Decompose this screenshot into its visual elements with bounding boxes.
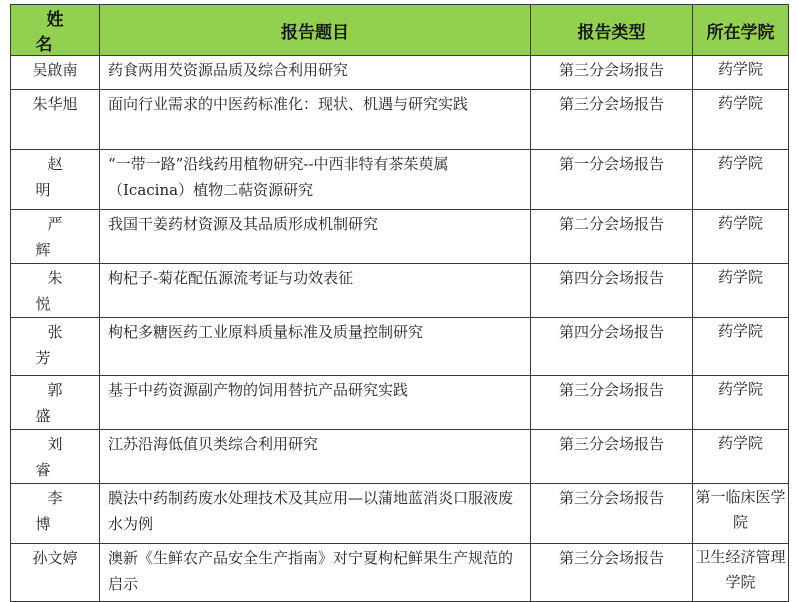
table-row	[11, 210, 789, 264]
cell-name: 刘睿	[11, 430, 100, 484]
table-row	[11, 56, 789, 90]
cell-title: 江苏沿海低值贝类综合利用研究	[100, 430, 531, 484]
cell-title: 面向行业需求的中医药标准化：现状、机遇与研究实践	[100, 90, 531, 150]
table-row	[11, 430, 789, 484]
cell-college: 药学院	[693, 264, 789, 318]
cell-college: 药学院	[693, 318, 789, 376]
table-row	[11, 150, 789, 210]
cell-title: 膜法中药制药废水处理技术及其应用—以蒲地蓝消炎口服液废水为例	[100, 484, 531, 544]
cell-type: 第二分会场报告	[531, 210, 693, 264]
cell-name: 张芳	[11, 318, 100, 376]
table-row	[11, 90, 789, 150]
cell-name: 朱悦	[11, 264, 100, 318]
table-row	[11, 264, 789, 318]
header-title: 报告题目	[100, 5, 531, 56]
cell-college: 药学院	[693, 56, 789, 90]
cell-name: 李博	[11, 484, 100, 544]
cell-type: 第三分会场报告	[531, 544, 693, 602]
header-row	[11, 5, 789, 56]
header-name: 姓名	[11, 5, 100, 56]
cell-type: 第三分会场报告	[531, 430, 693, 484]
cell-college: 药学院	[693, 430, 789, 484]
cell-name: 严辉	[11, 210, 100, 264]
cell-title: 药食两用芡资源品质及综合利用研究	[100, 56, 531, 90]
cell-college: 卫生经济管理学院	[693, 544, 789, 602]
cell-college: 药学院	[693, 210, 789, 264]
cell-college: 药学院	[693, 150, 789, 210]
table-row	[11, 318, 789, 376]
cell-name: 赵明	[11, 150, 100, 210]
cell-college: 第一临床医学院	[693, 484, 789, 544]
cell-college: 药学院	[693, 90, 789, 150]
cell-college: 药学院	[693, 376, 789, 430]
cell-type: 第四分会场报告	[531, 264, 693, 318]
cell-type: 第三分会场报告	[531, 56, 693, 90]
cell-title: 枸杞子-菊花配伍源流考证与功效表征	[100, 264, 531, 318]
cell-type: 第一分会场报告	[531, 150, 693, 210]
cell-title: 我国干姜药材资源及其品质形成机制研究	[100, 210, 531, 264]
cell-name: 吴啟南	[11, 56, 100, 90]
cell-title: 基于中药资源副产物的饲用替抗产品研究实践	[100, 376, 531, 430]
cell-name: 孙文婷	[11, 544, 100, 602]
cell-type: 第三分会场报告	[531, 90, 693, 150]
cell-title: 澳新《生鲜农产品安全生产指南》对宁夏枸杞鲜果生产规范的启示	[100, 544, 531, 602]
cell-type: 第四分会场报告	[531, 318, 693, 376]
table-row	[11, 544, 789, 602]
cell-title: 枸杞多糖医药工业原料质量标准及质量控制研究	[100, 318, 531, 376]
report-table	[10, 4, 789, 602]
cell-type: 第三分会场报告	[531, 484, 693, 544]
cell-name: 郭盛	[11, 376, 100, 430]
cell-type: 第三分会场报告	[531, 376, 693, 430]
cell-name: 朱华旭	[11, 90, 100, 150]
cell-title: “一带一路”沿线药用植物研究--中西非特有茶茱萸属（Icacina）植物二萜资源研究	[100, 150, 531, 210]
header-college: 所在学院	[693, 5, 789, 56]
header-type: 报告类型	[531, 5, 693, 56]
table-row	[11, 376, 789, 430]
